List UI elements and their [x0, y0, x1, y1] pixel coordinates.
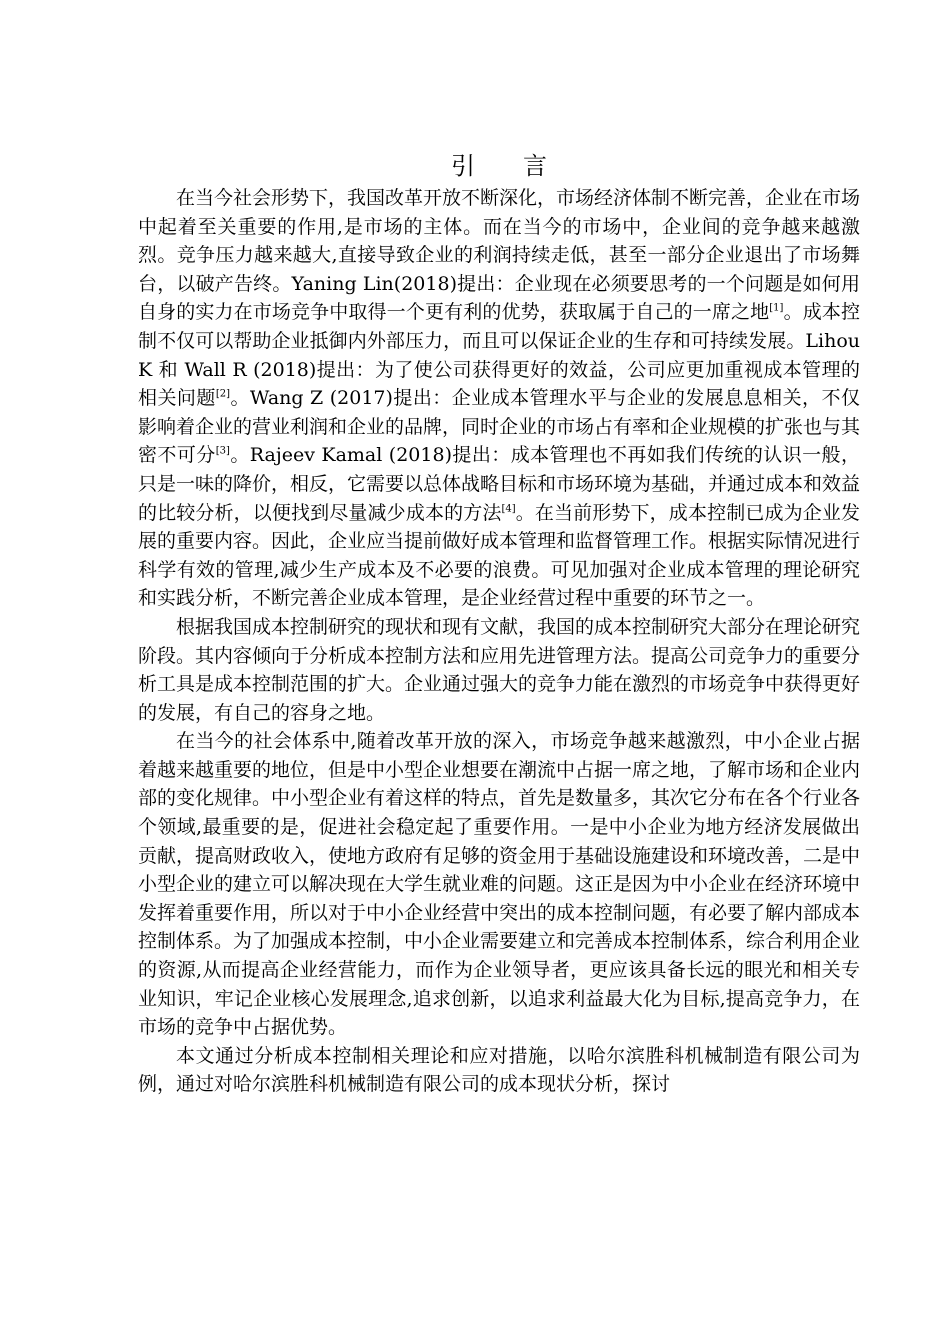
body-paragraph [138, 613, 860, 727]
paragraph-text: 。Wang Z (2017)提出：企业成本管理水平与企业的发展息息相关，不仅影响着企业的营业利润和企业的品牌，同时企业的市场占有率和企业规模的扩张也与其密不可分 [138, 387, 861, 467]
body-paragraph [138, 727, 860, 1042]
paragraph-text: 在当今社会形势下，我国改革开放不断深化，市场经济体制不断完善，企业在市场中起着至关重要的作用,是市场的主体。而在当今的市场中，企业间的竞争越来越激烈。竞争压力越来越大,直接导致企业的利润持续走低，甚至一部分企业退出了市场舞台，以破产告终。Yaning Lin(2018)提出：企业现在必须要思考的一个问题是如何用自身的实力在市场竞争中取得一个更有利的优势，获取属于自己的一席之地 [138, 187, 861, 324]
paragraph-text: 。在当前形势下，成本控制已成为企业发展的重要内容。因此，企业应当提前做好成本管理和监督管理工作。根据实际情况进行科学有效的管理,减少生产成本及不必要的浪费。可见加强对企业成本管理的理论研究和实践分析，不断完善企业成本管理，是企业经营过程中重要的环节之一。 [138, 501, 861, 610]
paragraph-text: 本文通过分析成本控制相关理论和应对措施，以哈尔滨胜科机械制造有限公司为例，通过对哈尔滨胜科机械制造有限公司的成本现状分析，探讨 [138, 1044, 860, 1096]
citation-marker: [4] [501, 503, 516, 515]
citation-marker: [3] [215, 446, 230, 458]
citation-marker: [2] [215, 388, 231, 400]
body-paragraph [138, 1042, 860, 1099]
citation-marker: [1] [769, 303, 784, 315]
paragraph-container [138, 184, 860, 1099]
section-title: 引 言 [451, 152, 547, 180]
body-paragraph [138, 184, 860, 613]
document-body [138, 148, 860, 1099]
paragraph-text: 在当今的社会体系中,随着改革开放的深入，市场竞争越来越激烈，中小企业占据着越来越重要的地位，但是中小型企业想要在潮流中占据一席之地，了解市场和企业内部的变化规律。中小型企业有着这样的特点，首先是数量多，其次它分布在各个行业各个领域,最重要的是，促进社会稳定起了重要作用。一是中小企业为地方经济发展做出贡献，提高财政收入，使地方政府有足够的资金用于基础设施建设和环境改善，二是中小型企业的建立可以解决现在大学生就业难的问题。这正是因为中小企业在经济环境中发挥着重要作用，所以对于中小企业经营中突出的成本控制问题，有必要了解内部成本控制体系。为了加强成本控制，中小企业需要建立和完善成本控制体系，综合利用企业的资源,从而提高企业经营能力，而作为企业领导者，更应该具备长远的眼光和相关专业知识，牢记企业核心发展理念,追求创新，以追求利益最大化为目标,提高竞争力，在市场的竞争中占据优势。 [138, 730, 861, 1039]
paragraph-text: 根据我国成本控制研究的现状和现有文献，我国的成本控制研究大部分在理论研究阶段。其内容倾向于分析成本控制方法和应用先进管理方法。提高公司竞争力的重要分析工具是成本控制范围的扩大。企业通过强大的竞争力能在激烈的市场竞争中获得更好的发展，有自己的容身之地。 [138, 615, 861, 724]
paragraph-text: 。成本控制不仅可以帮助企业抵御内外部压力，而且可以保证企业的生存和可持续发展。Lihou K 和 Wall R (2018)提出：为了使公司获得更好的效益，公司应更加重视成本管理的相关问题 [138, 301, 860, 410]
paragraph-text: 。Rajeev Kamal (2018)提出：成本管理也不再如我们传统的认识一般，只是一味的降价，相反，它需要以总体战略目标和市场环境为基础，并通过成本和效益的比较分析，以便找到尽量减少成本的方法 [138, 444, 861, 524]
